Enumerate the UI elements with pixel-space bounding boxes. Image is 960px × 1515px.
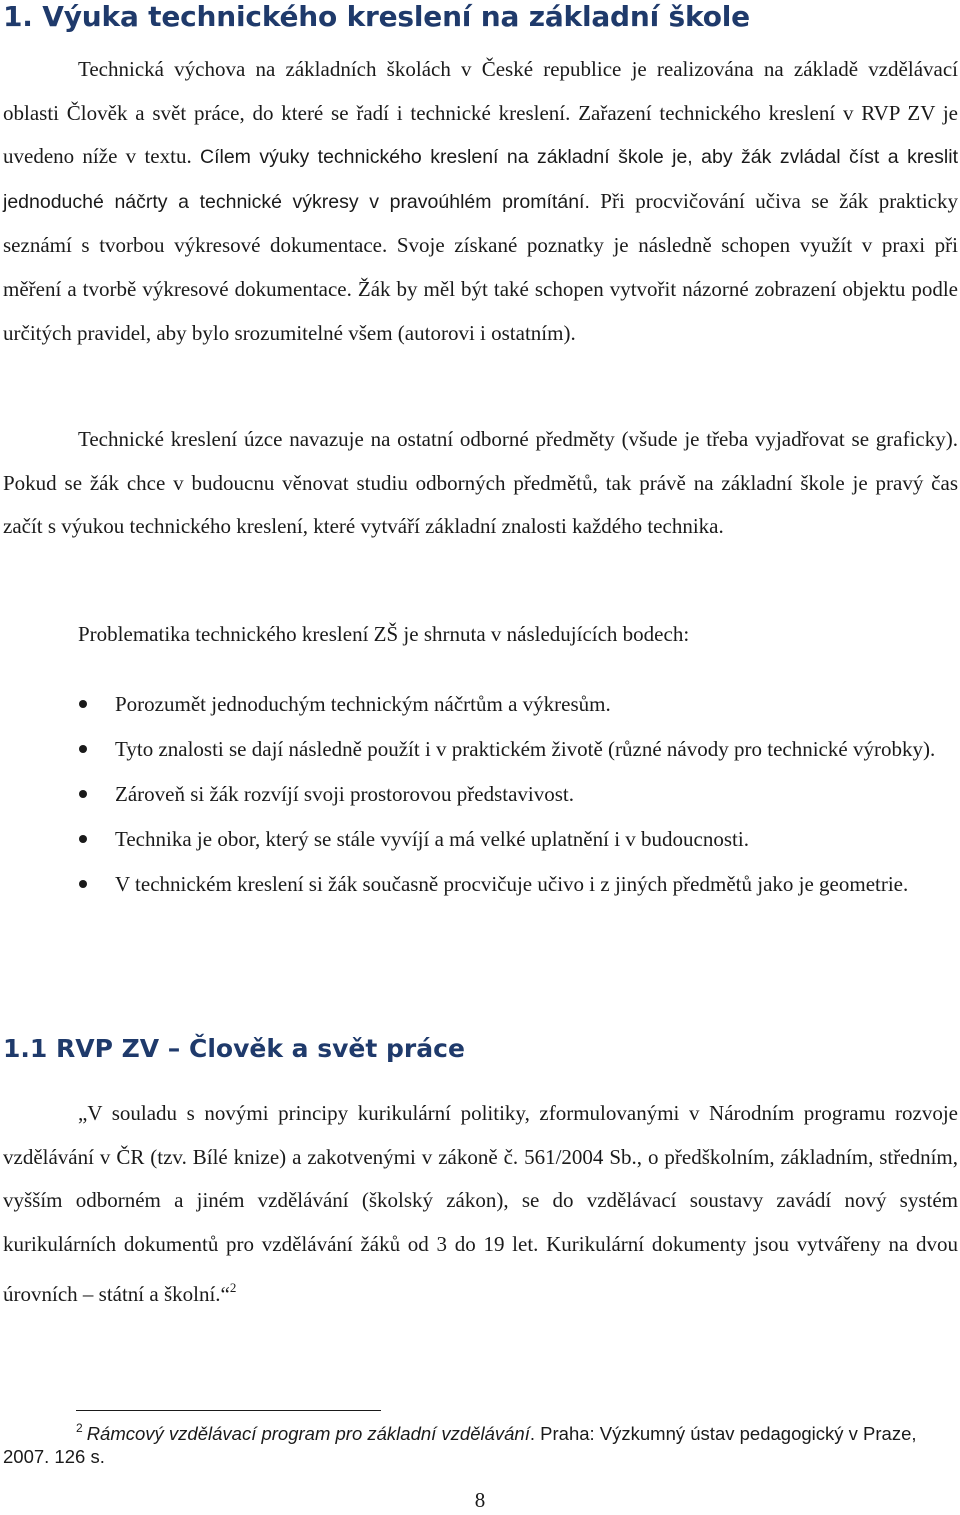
- paragraph-intro: [3, 48, 958, 355]
- paragraph-quote-text: „V souladu s novými principy kurikulární politiky, zformulovanými v Národním programu rozvoje vzdělávání v ČR (tzv. Bílé knize) a zakotvenými v zákoně č. 561/2004 Sb., o předškolním, základním, středním, vyšším odborném a jiném vzdělávání (školský zákon), se do vzdělávací soustavy zavádí nový systém kurikulárních dokumentů pro vzdělávání žáků od 3 do 19 let. Kurikulární dokumenty jsou vytvářeny na dvou úrovních – státní a školní.“: [3, 1101, 958, 1307]
- footnote-number: 2: [76, 1421, 83, 1435]
- paragraph-intro-goal: Cílem výuky technického kreslení na základní škole je, aby žák zvládal číst a kreslit jednoduché náčrty a technické výkresy v pravoúhlém promítání.: [3, 146, 958, 213]
- bullet-dot-icon: [79, 790, 87, 798]
- footnote-publication: . Praha: Výzkumný ústav pedagogický v Praze, 2007. 126 s.: [3, 1423, 917, 1467]
- chapter-heading: 1. Výuka technického kreslení na základní škole: [3, 0, 750, 33]
- footnote-title: Rámcový vzdělávací program pro základní vzdělávání: [86, 1423, 530, 1444]
- footnote: [3, 1417, 958, 1468]
- list-item-text: Technika je obor, který se stále vyvíjí a má velké uplatnění i v budoucnosti.: [115, 827, 749, 851]
- paragraph-intro-part-2: Při procvičování učiva se žák prakticky seznámí s tvorbou výkresové dokumentace. Svoje získané poznatky je následně schopen využít v praxi při měření a tvorbě výkresové dokumentace. Žák by měl být také schopen vytvořit názorné zobrazení objektu podle určitých pravidel, aby bylo srozumitelné všem (autorovi i ostatním).: [3, 188, 959, 345]
- list-item: [0, 772, 958, 816]
- paragraph-relations: Technické kreslení úzce navazuje na ostatní odborné předměty (všude je třeba vyjadřovat se graficky). Pokud se žák chce v budoucnu věnovat studiu odborných předmětů, tak právě na základní škole je pravý čas začít s výukou technického kreslení, které vytváří základní znalosti každého technika.: [3, 427, 958, 539]
- list-item-text: Zároveň si žák rozvíjí svoji prostorovou představivost.: [115, 782, 574, 806]
- bullet-dot-icon: [79, 700, 87, 708]
- paragraph-intro-part-1: Technická výchova na základních školách v České republice je realizována na základě vzdělávací oblasti Člověk a svět práce, do které se řadí i technické kreslení. Zařazení technického kreslení v RVP ZV je uvedeno níže v textu.: [3, 57, 958, 169]
- list-item-text: Tyto znalosti se dají následně použít i v praktickém životě (různé návody pro technické výrobky).: [115, 737, 936, 761]
- list-item: [0, 682, 958, 726]
- list-item: [0, 817, 958, 861]
- bullet-list: [0, 682, 958, 907]
- list-item-text: V technickém kreslení si žák současně procvičuje učivo i z jiných předmětů jako je geometrie.: [115, 872, 909, 896]
- bullet-dot-icon: [79, 745, 87, 753]
- list-item: [0, 862, 958, 906]
- page-number: 8: [474, 1488, 486, 1512]
- footnote-reference[interactable]: 2: [229, 1280, 237, 1296]
- bullet-dot-icon: [79, 880, 87, 888]
- list-item: [0, 727, 958, 771]
- section-heading: 1.1 RVP ZV – Člověk a svět práce: [3, 1034, 465, 1063]
- paragraph-quote: [3, 1092, 958, 1317]
- list-item-text: Porozumět jednoduchým technickým náčrtům a výkresům.: [115, 692, 611, 716]
- footnote-separator: [76, 1410, 381, 1411]
- bullet-dot-icon: [79, 835, 87, 843]
- paragraph-summary-intro: Problematika technického kreslení ZŠ je shrnuta v následujících bodech:: [78, 622, 690, 646]
